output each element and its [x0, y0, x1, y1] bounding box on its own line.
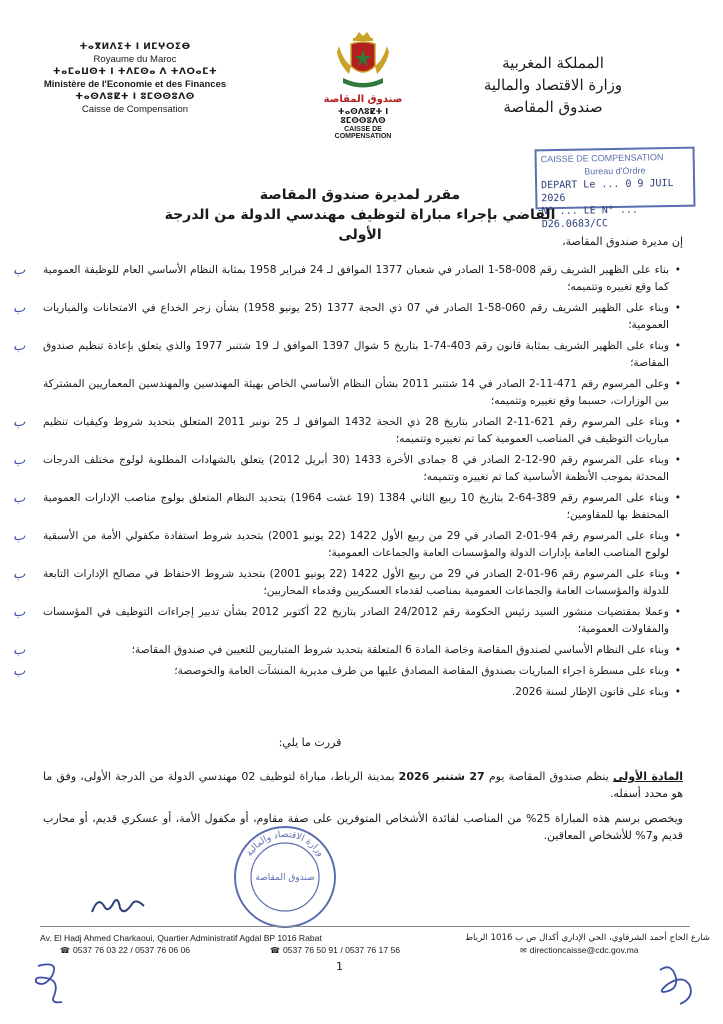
handwritten-check-icon: ب	[13, 491, 26, 506]
emblem	[318, 30, 408, 140]
consideration-item: • وبناء على النظام الأساسي لصندوق المقاصة وخاصة المادة 6 المتعلقة بتحديد شروط المتباريين للتعيين في صندوق المقاصة؛ ب	[43, 642, 683, 659]
ministry-tifinagh: ⵜⴰⵎⴰⵡⵙⵜ ⵏ ⵜⴷⵎⵙⴰ ⴷ ⵜⴷⵔⴰⵎⵜ	[52, 67, 218, 77]
caisse-fr: Caisse de Compensation	[81, 104, 189, 115]
round-stamp-inner-text: صندوق المقاصة	[255, 873, 315, 883]
paraph-right	[650, 960, 700, 1010]
consideration-item: • وبناء على المرسوم رقم 90-12-2 الصادر في 8 جمادى الأخرة 1433 (30 أبريل 2012) يتعلق بالشهادات المطلوبة لولوج مختلف الدرجات المحدثة بموجب الأنظمة الأساسية كما تم تغييره وتتميمه؛ ب	[43, 452, 683, 486]
paraph-left	[30, 958, 70, 1008]
handwritten-check-icon: ب	[13, 529, 26, 544]
round-stamp-outer-text: وزارة الاقتصاد والمالية	[244, 829, 326, 859]
fax-icon: ☎	[270, 946, 280, 955]
consideration-item: • وبناء على المرسوم رقم 94-01-2 الصادر في 29 من ربيع الأول 1422 (22 يونيو 2001) بتحديد شروط استفادة مكفولي الأمة من الأسبقية لولوج المناصب العامة بإدارات الدولة والمؤسسات العامة والجماعات العمومية؛ ب	[43, 528, 683, 562]
kingdom-tifinagh: ⵜⴰⴳⵍⴷⵉⵜ ⵏ ⵍⵎⵖⵔⵉⴱ	[79, 42, 191, 52]
header-left	[40, 40, 230, 117]
emblem-arabic-name: صندوق المقاصة	[323, 94, 403, 105]
article-1-paragraph-1: المادة الأولى ينظم صندوق المقاصة يوم 27 شتنبر 2026 بمدينة الرباط، مباراة لتوظيف 02 مهندسي الدولة من الدرجة الأولى، وفق ما هو محدد أسفله.	[43, 770, 684, 800]
article-1-label: المادة الأولى	[612, 770, 684, 783]
handwritten-check-icon: ب	[13, 415, 26, 430]
coat-of-arms-icon	[333, 30, 393, 92]
stamp-line-2: Bureau d'Ordre	[584, 165, 646, 177]
caisse-ar: صندوق المقاصة	[503, 98, 603, 116]
emblem-fr: CAISSE DE COMPENSATION	[334, 126, 392, 140]
kingdom-fr: Royaume du Maroc	[93, 54, 177, 65]
handwritten-check-icon: ب	[13, 453, 26, 468]
consideration-item: • وعملا بمقتضيات منشور السيد رئيس الحكومة رقم 24/2012 الصادر بتاريخ 22 أكتوبر 2012 بشأن تدبير إجراءات التوظيف في المؤسسات والمقاولات العمومية؛ ب	[43, 604, 683, 638]
ministry-fr: Ministère de l'Economie et des Finances	[43, 79, 227, 90]
consideration-item: • وبناء على الظهير الشريف بمثابة قانون رقم 403-74-1 بتاريخ 5 شوال 1397 الموافق لـ 19 شتنبر 1977 والذي يتعلق بإعادة تنظيم صندوق المقاصة؛ ب	[43, 338, 683, 372]
intro: إن مديرة صندوق المقاصة،	[562, 235, 683, 248]
consideration-item: • بناء على الظهير الشريف رقم 008-58-1 الصادر في شعبان 1377 الموافق لـ 24 فبراير 1958 بمثابة النظام الأساسي العام للوظيفة العمومية كما وقع تغييره وتتميمه؛ ب	[43, 262, 683, 296]
consideration-item: • وبناء على المرسوم رقم 389-64-2 بتاريخ 10 ربيع الثاني 1384 (19 غشت 1964) بتحديد النظام المتعلق بولوج مناصب الإدارات العمومية المحتفظ بها للمقاومين؛ ب	[43, 490, 683, 524]
document-title	[150, 185, 570, 245]
svg-text:وزارة الاقتصاد والمالية	[245, 830, 326, 858]
decision-heading: قررت ما يلي:	[278, 736, 342, 749]
footer-email[interactable]: ✉ directioncaisse@cdc.gov.ma	[520, 945, 639, 955]
consideration-item: • وبناء على قانون الإطار لسنة 2026.	[43, 684, 683, 701]
consideration-item: • وبناء على المرسوم رقم 96-01-2 الصادر في 29 من ربيع الأول 1422 (22 يونيو 2001) بتحديد شروط الاحتفاظ في مصالح الإدارات التابعة للدولة والمؤسسات العامة والجماعات العمومية بمناصب لقدماء العسكريين وقدماء المحاربين؛ ب	[43, 566, 683, 600]
footer-phone: ☎ 0537 76 03 22 / 0537 76 06 06	[60, 945, 191, 955]
handwritten-check-icon: ب	[13, 339, 26, 354]
consideration-item: • وبناء على المرسوم رقم 621-11-2 الصادر بتاريخ 28 ذي الحجة 1432 الموافق لـ 25 نونبر 2011 المتعلق بتحديد شروط وكيفيات تنظيم مباريات التوظيف في المناصب العمومية كما تم تغييره وتتميمه؛ ب	[43, 414, 683, 448]
handwritten-check-icon: ب	[13, 664, 26, 679]
stamp-line-1: CAISSE DE COMPENSATION	[540, 152, 664, 165]
handwritten-check-icon: ب	[13, 643, 26, 658]
title-line-2: القاضي بإجراء مباراة لتوظيف مهندسي الدولة من الدرجة الأولى	[164, 207, 556, 243]
considerations-list	[13, 262, 683, 705]
page-number: 1	[336, 960, 343, 973]
competition-date: 27 شتنبر 2026	[398, 770, 485, 783]
consideration-item: • وعلى المرسوم رقم 471-11-2 الصادر في 14 شتنبر 2011 بشأن النظام الأساسي الخاص بهيئة المهندسين والمهندسين المعماريين المشتركة بين الوزارات، حسبما وقع تغييره وتتميمه؛	[43, 376, 683, 410]
title-line-1: مقرر لمديرة صندوق المقاصة	[259, 187, 461, 203]
phone-icon: ☎	[60, 946, 70, 955]
handwritten-check-icon: ب	[13, 605, 26, 620]
email-icon: ✉	[520, 946, 527, 955]
ministry-ar: وزارة الاقتصاد والمالية	[483, 76, 623, 94]
footer-address-fr: Av. El Hadj Ahmed Charkaoui, Quartier Administratif Agdal BP 1016 Rabat	[40, 933, 322, 943]
article-1-paragraph-2: ويخصص برسم هذه المباراة 25% من المناصب لفائدة الأشخاص المتوفرين على صفة مقاوم، أو مكفول الأمة، أو عسكري قديم، أو محارب قديم و7% للأشخاص المعاقين.	[43, 812, 683, 842]
article-1	[43, 768, 683, 852]
handwritten-check-icon: ب	[13, 263, 26, 278]
footer-address-ar: شارع الحاج أحمد الشرقاوي، الحي الإداري أكدال ص ب 1016 الرباط	[465, 933, 710, 943]
header-right	[443, 52, 663, 118]
kingdom-ar: المملكة المغربية	[502, 54, 604, 72]
emblem-tifinagh: ⵜⴰⵙⴷⵓⵇⵜ ⵏ ⵓⵎⵙⵙⵓⴷⵙ	[337, 107, 389, 125]
handwritten-check-icon: ب	[13, 567, 26, 582]
consideration-item: • وبناء على مسطرة اجراء المباريات بصندوق المقاصة المصادق عليها من طرف مديرية المنشآت العامة والخوصصة؛ ب	[43, 663, 683, 680]
caisse-tifinagh: ⵜⴰⵙⴷⵓⵇⵜ ⵏ ⵓⵎⵙⵙⵓⴷⵙ	[75, 92, 195, 102]
official-round-stamp	[230, 822, 340, 932]
stamp-line-3: DEPART Le ... 0 9 JUIL 2026	[541, 177, 674, 205]
stamp-line-4: N° ... LE N° ... D26.0683/CC	[541, 204, 638, 231]
footer-divider	[40, 926, 690, 927]
signature-initials	[88, 892, 148, 927]
handwritten-check-icon: ب	[13, 301, 26, 316]
footer-fax: ☎ 0537 76 50 91 / 0537 76 17 56	[270, 945, 401, 955]
consideration-item: • وبناء على الظهير الشريف رقم 060-58-1 الصادر في 07 ذي الحجة 1377 (25 يونيو 1958) بشأن زجر الخداع في الامتحانات والمباريات العمومية؛ ب	[43, 300, 683, 334]
